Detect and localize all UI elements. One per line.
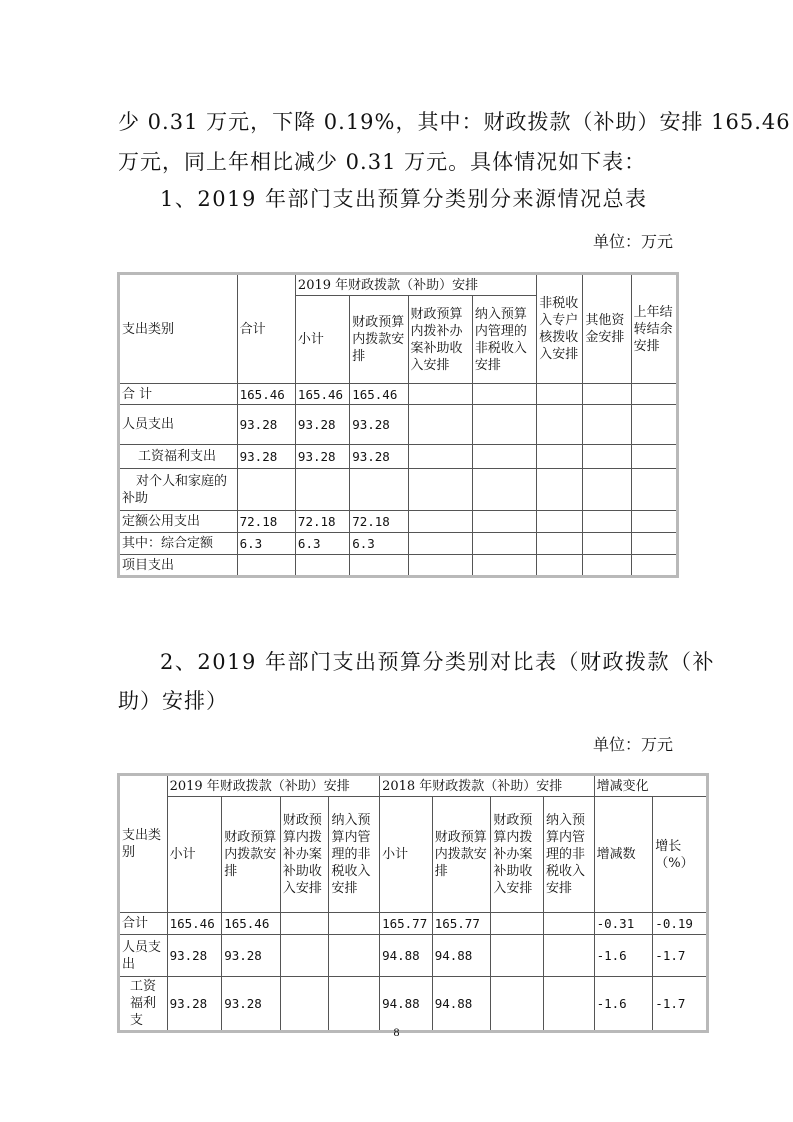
cell-empty bbox=[583, 445, 631, 469]
cell-fiscal: 93.28 bbox=[350, 445, 408, 469]
cell-empty bbox=[543, 935, 594, 977]
header-total: 合计 bbox=[237, 274, 295, 384]
cell-fiscal-2019: 165.46 bbox=[222, 913, 281, 935]
header-nontax-in: 纳入预算内管理的非税收入安排 bbox=[472, 296, 536, 384]
cell-growth: -1.7 bbox=[653, 935, 708, 977]
cell-empty bbox=[472, 511, 536, 533]
cell-empty bbox=[583, 469, 631, 511]
header-change: 增减变化 bbox=[594, 775, 707, 797]
cell-total: 72.18 bbox=[237, 511, 295, 533]
cell-diff: -0.31 bbox=[594, 913, 653, 935]
cell-subtotal: 93.28 bbox=[295, 405, 349, 445]
header-other: 其他资金安排 bbox=[583, 274, 631, 384]
cell-subtotal-2018: 94.88 bbox=[380, 935, 433, 977]
cell-empty bbox=[583, 533, 631, 555]
cell-fiscal-2018: 165.77 bbox=[432, 913, 491, 935]
cell-empty bbox=[280, 913, 329, 935]
cell-empty bbox=[631, 469, 677, 511]
row-label: 定额公用支出 bbox=[119, 511, 238, 533]
cell-empty bbox=[408, 511, 472, 533]
cell-empty bbox=[537, 555, 583, 577]
cell-empty bbox=[537, 533, 583, 555]
cell-empty bbox=[329, 977, 380, 1032]
header-diff: 增减数 bbox=[594, 797, 653, 913]
header-subtotal: 小计 bbox=[295, 296, 349, 384]
row-label: 项目支出 bbox=[119, 555, 238, 577]
cell-fiscal: 72.18 bbox=[350, 511, 408, 533]
page-number: 8 bbox=[393, 1025, 400, 1039]
cell-empty bbox=[472, 533, 536, 555]
cell-empty bbox=[237, 469, 295, 511]
cell-fiscal: 93.28 bbox=[350, 405, 408, 445]
cell-empty bbox=[537, 384, 583, 405]
header-carryover: 上年结转结余安排 bbox=[631, 274, 677, 384]
cell-empty bbox=[537, 405, 583, 445]
section1-unit: 单位：万元 bbox=[592, 232, 673, 251]
cell-empty bbox=[329, 913, 380, 935]
cell-empty bbox=[280, 977, 329, 1032]
cell-subtotal: 6.3 bbox=[295, 533, 349, 555]
cell-empty bbox=[543, 977, 594, 1032]
header-fiscal-2018: 财政预算内拨款安排 bbox=[432, 797, 491, 913]
row-label: 合计 bbox=[119, 913, 168, 935]
header-growth: 增长（%） bbox=[653, 797, 708, 913]
cell-empty bbox=[408, 445, 472, 469]
cell-empty bbox=[408, 533, 472, 555]
cell-fiscal-2018: 94.88 bbox=[432, 935, 491, 977]
cell-empty bbox=[329, 935, 380, 977]
row-label: 人员支出 bbox=[119, 935, 168, 977]
paragraph-line-2: 万元，同上年相比减少 0.31 万元。具体情况如下表： bbox=[118, 150, 647, 174]
header-nontax-special: 非税收入专户核拨收入安排 bbox=[537, 274, 583, 384]
section2-unit: 单位：万元 bbox=[592, 735, 673, 754]
header-category: 支出类别 bbox=[119, 274, 238, 384]
cell-empty bbox=[537, 445, 583, 469]
cell-empty bbox=[537, 469, 583, 511]
row-label: 工资福利支出 bbox=[119, 445, 238, 469]
cell-empty bbox=[583, 555, 631, 577]
cell-total: 93.28 bbox=[237, 445, 295, 469]
row-label bbox=[119, 469, 238, 511]
cell-empty bbox=[472, 405, 536, 445]
cell-diff: -1.6 bbox=[594, 935, 653, 977]
cell-empty bbox=[631, 445, 677, 469]
cell-empty bbox=[631, 384, 677, 405]
header-special-2019: 财政预算内拨补办案补助收入安排 bbox=[280, 797, 329, 913]
cell-empty bbox=[543, 913, 594, 935]
row-label: 工资福利支 bbox=[119, 977, 168, 1032]
cell-fiscal: 6.3 bbox=[350, 533, 408, 555]
cell-total: 6.3 bbox=[237, 533, 295, 555]
cell-empty bbox=[631, 405, 677, 445]
cell-empty bbox=[631, 511, 677, 533]
cell-empty bbox=[631, 555, 677, 577]
cell-empty bbox=[491, 935, 544, 977]
header-subtotal-2019: 小计 bbox=[167, 797, 222, 913]
cell-subtotal: 93.28 bbox=[295, 445, 349, 469]
cell-fiscal-2018: 94.88 bbox=[432, 977, 491, 1032]
section2-table bbox=[117, 773, 709, 1033]
section1-table bbox=[117, 272, 679, 578]
header-special: 财政预算内拨补办案补助收入安排 bbox=[408, 296, 472, 384]
cell-growth: -0.19 bbox=[653, 913, 708, 935]
row-label: 合 计 bbox=[119, 384, 238, 405]
cell-diff: -1.6 bbox=[594, 977, 653, 1032]
header-fiscal: 财政预算内拨款安排 bbox=[350, 296, 408, 384]
section1-title: 1、2019 年部门支出预算分类别分来源情况总表 bbox=[160, 187, 648, 211]
cell-empty bbox=[472, 555, 536, 577]
cell-fiscal-2019: 93.28 bbox=[222, 977, 281, 1032]
cell-total: 165.46 bbox=[237, 384, 295, 405]
cell-fiscal: 165.46 bbox=[350, 384, 408, 405]
header-group-2019: 2019 年财政拨款（补助）安排 bbox=[167, 775, 380, 797]
cell-subtotal: 72.18 bbox=[295, 511, 349, 533]
cell-empty bbox=[472, 469, 536, 511]
header-group-2019: 2019 年财政拨款（补助）安排 bbox=[295, 274, 536, 296]
cell-empty bbox=[280, 935, 329, 977]
cell-empty bbox=[583, 511, 631, 533]
cell-empty bbox=[631, 533, 677, 555]
section2-title-line-1: 2、2019 年部门支出预算分类别对比表（财政拨款（补 bbox=[160, 650, 715, 674]
header-nontax-2019: 纳入预算内管理的非税收入安排 bbox=[329, 797, 380, 913]
row-label: 人员支出 bbox=[119, 405, 238, 445]
cell-empty bbox=[350, 469, 408, 511]
cell-subtotal-2019: 93.28 bbox=[167, 977, 222, 1032]
cell-subtotal-2018: 165.77 bbox=[380, 913, 433, 935]
cell-empty bbox=[472, 384, 536, 405]
header-category: 支出类别 bbox=[119, 775, 168, 913]
cell-empty bbox=[295, 555, 349, 577]
row-label-text: 对个人和家庭的补助 bbox=[122, 473, 228, 506]
cell-subtotal-2019: 93.28 bbox=[167, 935, 222, 977]
cell-empty bbox=[491, 913, 544, 935]
cell-empty bbox=[408, 469, 472, 511]
cell-empty bbox=[408, 405, 472, 445]
cell-empty bbox=[583, 405, 631, 445]
cell-subtotal: 165.46 bbox=[295, 384, 349, 405]
paragraph-line-1: 少 0.31 万元，下降 0.19%，其中：财政拨款（补助）安排 165.46 bbox=[118, 110, 791, 134]
cell-total: 93.28 bbox=[237, 405, 295, 445]
section2-title-line-2: 助）安排） bbox=[118, 689, 228, 713]
cell-empty bbox=[295, 469, 349, 511]
cell-empty bbox=[237, 555, 295, 577]
header-special-2018: 财政预算内拨补办案补助收入安排 bbox=[491, 797, 544, 913]
cell-empty bbox=[583, 384, 631, 405]
cell-subtotal-2018: 94.88 bbox=[380, 977, 433, 1032]
cell-empty bbox=[408, 555, 472, 577]
cell-empty bbox=[472, 445, 536, 469]
cell-empty bbox=[350, 555, 408, 577]
cell-growth: -1.7 bbox=[653, 977, 708, 1032]
row-label: 其中：综合定额 bbox=[119, 533, 238, 555]
cell-subtotal-2019: 165.46 bbox=[167, 913, 222, 935]
header-group-2018: 2018 年财政拨款（补助）安排 bbox=[380, 775, 595, 797]
header-nontax-2018: 纳入预算内管理的非税收入安排 bbox=[543, 797, 594, 913]
cell-empty bbox=[491, 977, 544, 1032]
header-subtotal-2018: 小计 bbox=[380, 797, 433, 913]
cell-empty bbox=[408, 384, 472, 405]
cell-fiscal-2019: 93.28 bbox=[222, 935, 281, 977]
header-fiscal-2019: 财政预算内拨款安排 bbox=[222, 797, 281, 913]
cell-empty bbox=[537, 511, 583, 533]
